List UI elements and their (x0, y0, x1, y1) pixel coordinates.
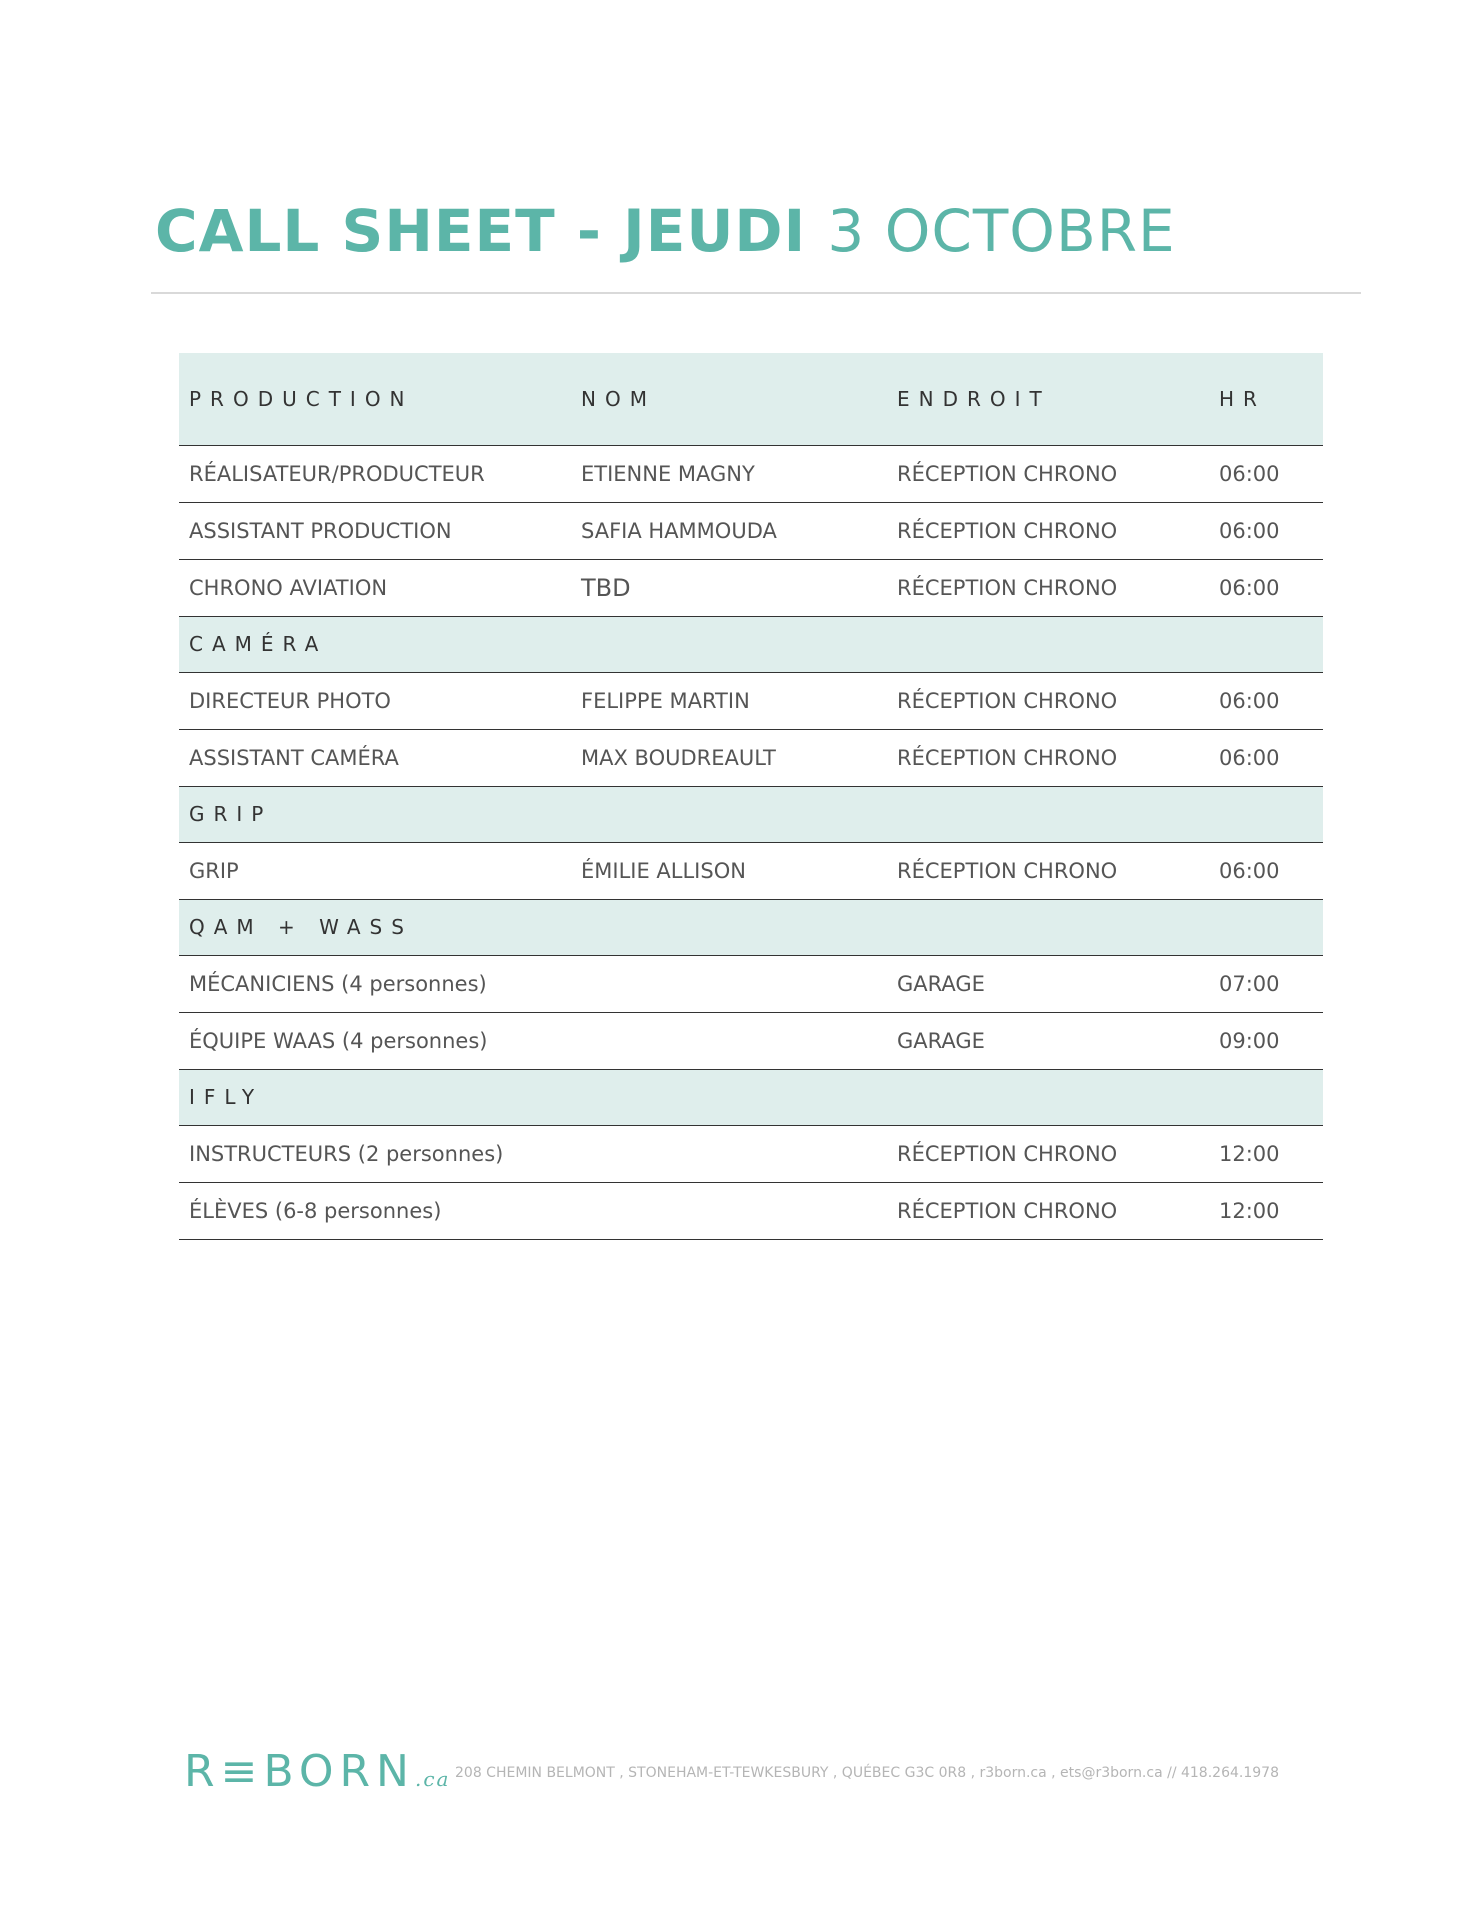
cell-place: RÉCEPTION CHRONO (887, 502, 1209, 559)
cell-time: 06:00 (1209, 502, 1323, 559)
cell-name: SAFIA HAMMOUDA (571, 502, 887, 559)
table-row (179, 729, 1323, 786)
cell-name: FELIPPE MARTIN (571, 672, 887, 729)
section-row-qam-wass (179, 899, 1323, 955)
table-row (179, 559, 1323, 616)
cell-role: ÉQUIPE WAAS (4 personnes) (179, 1012, 571, 1069)
cell-time: 07:00 (1209, 955, 1323, 1012)
title-date: 3 OCTOBRE (827, 197, 1176, 265)
table-row (179, 502, 1323, 559)
table-row (179, 842, 1323, 899)
cell-time: 06:00 (1209, 445, 1323, 502)
cell-time: 06:00 (1209, 672, 1323, 729)
section-label: CAMÉRA (179, 616, 1323, 672)
title-divider (151, 292, 1361, 294)
title-main: CALL SHEET - JEUDI (155, 197, 807, 265)
cell-name (571, 1182, 887, 1239)
cell-time: 06:00 (1209, 729, 1323, 786)
cell-name (571, 1012, 887, 1069)
table-header-row (179, 353, 1323, 445)
cell-time: 12:00 (1209, 1182, 1323, 1239)
cell-time: 12:00 (1209, 1125, 1323, 1182)
call-sheet-table (179, 353, 1323, 1240)
header-endroit: ENDROIT (887, 353, 1209, 445)
cell-place: GARAGE (887, 955, 1209, 1012)
header-production: PRODUCTION (179, 353, 571, 445)
cell-role: ASSISTANT CAMÉRA (179, 729, 571, 786)
cell-place: RÉCEPTION CHRONO (887, 559, 1209, 616)
cell-role: GRIP (179, 842, 571, 899)
cell-time: 06:00 (1209, 559, 1323, 616)
cell-time: 06:00 (1209, 842, 1323, 899)
page-title (155, 196, 1176, 266)
cell-place: RÉCEPTION CHRONO (887, 842, 1209, 899)
cell-place: RÉCEPTION CHRONO (887, 1182, 1209, 1239)
cell-name: ETIENNE MAGNY (571, 445, 887, 502)
cell-place: GARAGE (887, 1012, 1209, 1069)
logo-wordmark: R≡BORN (184, 1746, 415, 1797)
table-row (179, 445, 1323, 502)
cell-place: RÉCEPTION CHRONO (887, 445, 1209, 502)
header-nom: NOM (571, 353, 887, 445)
section-label: IFLY (179, 1069, 1323, 1125)
cell-role: INSTRUCTEURS (2 personnes) (179, 1125, 571, 1182)
cell-role: CHRONO AVIATION (179, 559, 571, 616)
cell-name: MAX BOUDREAULT (571, 729, 887, 786)
header-hr: HR (1209, 353, 1323, 445)
cell-name (571, 955, 887, 1012)
cell-role: RÉALISATEUR/PRODUCTEUR (179, 445, 571, 502)
section-row-grip (179, 786, 1323, 842)
cell-name: ÉMILIE ALLISON (571, 842, 887, 899)
table-row (179, 1125, 1323, 1182)
cell-role: ASSISTANT PRODUCTION (179, 502, 571, 559)
cell-role: DIRECTEUR PHOTO (179, 672, 571, 729)
cell-role: MÉCANICIENS (4 personnes) (179, 955, 571, 1012)
table-row (179, 955, 1323, 1012)
cell-role: ÉLÈVES (6-8 personnes) (179, 1182, 571, 1239)
cell-place: RÉCEPTION CHRONO (887, 1125, 1209, 1182)
reborn-logo (184, 1747, 450, 1804)
cell-name: TBD (571, 559, 887, 616)
cell-time: 09:00 (1209, 1012, 1323, 1069)
section-label: QAM + WASS (179, 899, 1323, 955)
logo-suffix: .ca (414, 1767, 451, 1791)
table-body (179, 445, 1323, 1239)
cell-name (571, 1125, 887, 1182)
section-row-ifly (179, 1069, 1323, 1125)
footer-address: 208 CHEMIN BELMONT , STONEHAM-ET-TEWKESBURY , QUÉBEC G3C 0R8 , r3born.ca , ets@r3born.ca // 418.264.1978 (455, 1765, 1279, 1781)
cell-place: RÉCEPTION CHRONO (887, 729, 1209, 786)
table-row (179, 1012, 1323, 1069)
table-row (179, 672, 1323, 729)
cell-place: RÉCEPTION CHRONO (887, 672, 1209, 729)
section-label: GRIP (179, 786, 1323, 842)
section-row-camera (179, 616, 1323, 672)
table-row (179, 1182, 1323, 1239)
